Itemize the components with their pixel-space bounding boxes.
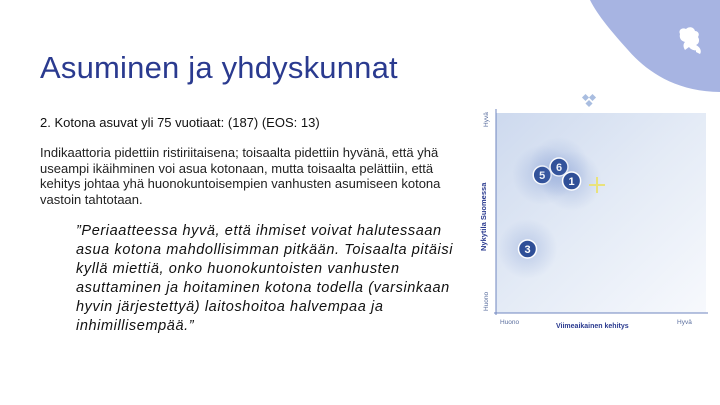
slide-title: Asuminen ja yhdyskunnat	[40, 50, 398, 85]
y-axis-low: Huono	[483, 291, 490, 311]
indicator-description: Indikaattoria pidettiin ristiriitaisena; toisaalta pidettiin hyvänä, että yhä useampi ikäihminen voi asua kotonaan, mutta toisaalta pelättiin, että kehitys johtaa yhä huonokuntoisempien vanhusten asumiseen kotona vastoin tahtotaan.	[40, 145, 441, 207]
x-axis-high: Hyvä	[677, 319, 692, 326]
y-axis-high: Hyvä	[483, 112, 490, 127]
x-axis-label: Viimeaikainen kehitys	[556, 323, 629, 330]
chart-background	[496, 113, 706, 313]
respondent-quote: ”Periaatteessa hyvä, että ihmiset voivat halutessaan asua kotona mahdollisimman pitkään. Toisaalta pitäisi kyllä miettiä, onko huonokuntoisten vanhusten asuttaminen ja hoitaminen kotona todella (varsinkaan hyvin järjestettyä) laitoshoitoa halvempaa ja inhimillisempää.”	[76, 223, 454, 334]
assessment-chart	[468, 93, 711, 340]
bubble-label: 1	[568, 176, 575, 188]
diamond-icon	[582, 94, 596, 107]
bubble-label: 3	[524, 244, 531, 256]
x-axis-low: Huono	[500, 319, 520, 326]
indicator-subtitle: 2. Kotona asuvat yli 75 vuotiaat: (187) (EOS: 13)	[40, 115, 320, 130]
corner-decoration	[590, 0, 720, 92]
y-axis-label: Nykytila Suomessa	[479, 182, 488, 251]
